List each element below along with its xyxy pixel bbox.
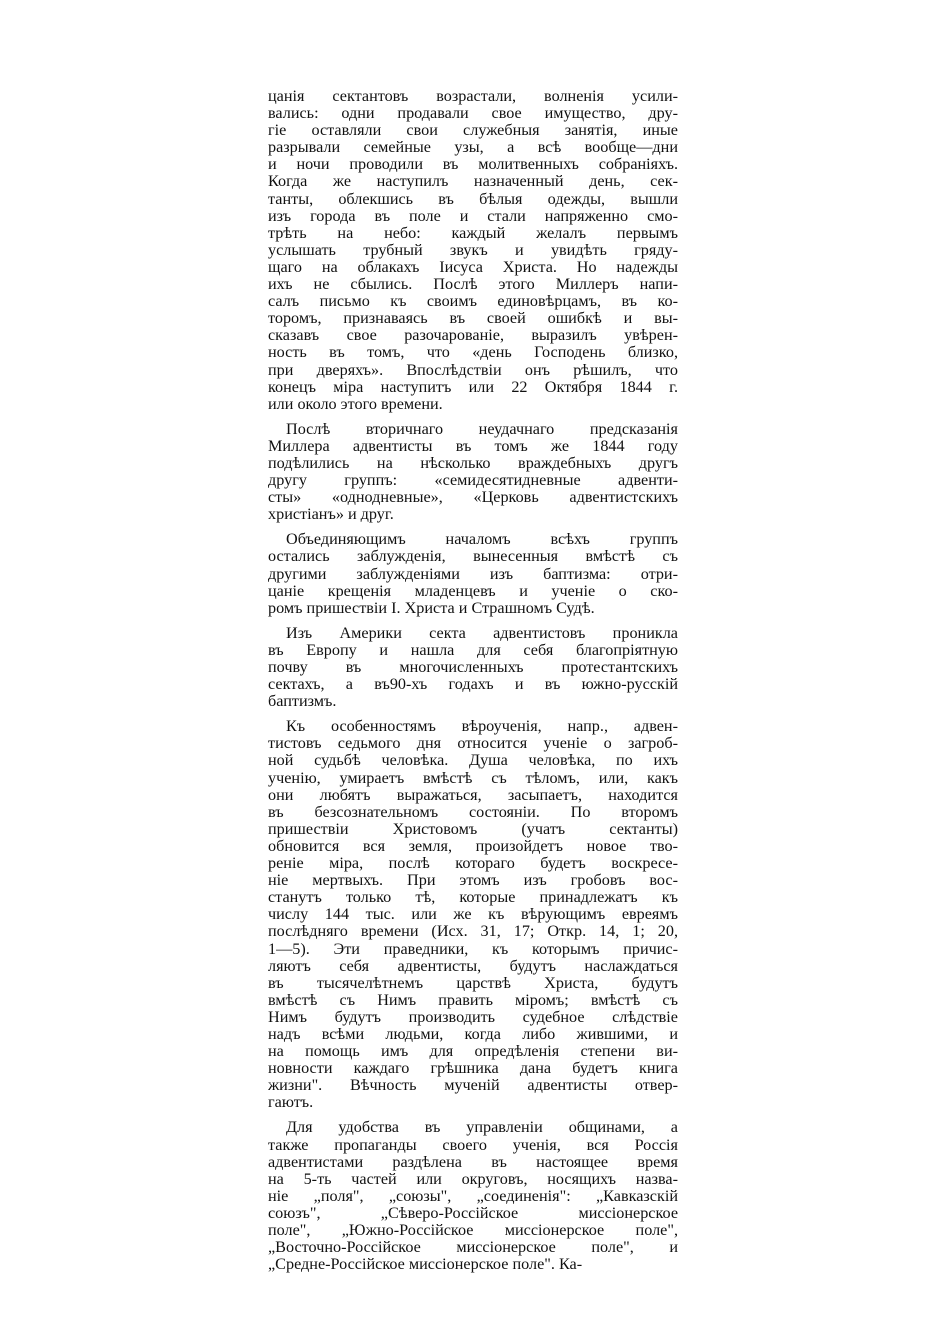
text-line: гіе оставляли свои служебныя занятія, иные (268, 122, 678, 140)
text-line: новности каждаго грѣшника дана будетъ книга (268, 1060, 678, 1078)
text-line: и ночи проводили въ молитвенныхъ собраніяхъ. (268, 156, 678, 174)
text-line: Миллера адвентисты въ томъ же 1844 году (268, 437, 678, 455)
text-line: ромъ пришествіи І. Христа и Страшномъ Судѣ. (268, 599, 595, 617)
text-line: Когда же наступилъ назначенный день, сек- (268, 173, 678, 191)
text-line: Къ особенностямъ вѣроученія, напр., адвен- (286, 718, 678, 736)
text-line: пришествіи Христовомъ (учатъ сектанты) (268, 820, 678, 838)
text-line: „Восточно-Россійское миссіонерское поле", и (268, 1239, 678, 1257)
text-line: Для удобства въ управленіи общинами, а (286, 1119, 678, 1137)
paragraph (268, 88, 678, 413)
text-line: вмѣстѣ съ Нимъ править міромъ; вмѣстѣ съ (268, 991, 678, 1009)
text-line: адвентистами раздѣлена въ настоящее время (268, 1153, 678, 1171)
text-line: реніе міра, послѣ котораго будетъ воскресе- (268, 855, 678, 873)
text-line: цаніе крещенія младенцевъ и ученіе о ско- (268, 582, 678, 600)
text-line: жизни". Вѣчность мученій адвентисты отвер- (268, 1077, 678, 1095)
text-line: на 5-ть частей или округовъ, носящихъ назва- (268, 1170, 678, 1188)
text-line: или около этого времени. (268, 395, 443, 413)
text-line: „Средне-Россійское миссіонерское поле". Ка- (268, 1256, 583, 1274)
text-line: ніе мертвыхъ. При этомъ изъ гробовъ вос- (268, 872, 678, 890)
text-line: другими заблужденіями изъ баптизма: отри- (268, 565, 678, 583)
text-line: сектахъ, а въ90-хъ годахъ и въ южно-русскій (268, 676, 678, 694)
text-line: тистовъ седьмого дня относится ученіе о загроб- (268, 735, 678, 753)
text-line: Объединяющимъ началомъ всѣхъ группъ (286, 531, 678, 549)
text-line: конецъ міра наступитъ или 22 Октября 1844 г. (268, 378, 678, 396)
text-column (268, 88, 678, 1281)
paragraph (268, 1119, 678, 1273)
text-line: въ безсознательномъ состояніи. По второмъ (268, 803, 678, 821)
text-line: Изъ Америки секта адвентистовъ проникла (286, 624, 678, 642)
text-line: вались: одни продавали свое имущество, дру- (268, 105, 678, 123)
text-line: числу 144 тыс. или же къ вѣрующимъ евреямъ (268, 906, 678, 924)
text-line: танты, облекшись въ бѣлыя одежды, вышли (268, 190, 678, 208)
text-line: трѣть на небо: каждый желалъ первымъ (268, 224, 678, 242)
text-line: сказавъ свое разочарованіе, выразилъ увѣрен- (268, 327, 678, 345)
text-line: торомъ, признаваясь въ своей ошибкѣ и вы- (268, 310, 678, 328)
text-line: изъ города въ поле и стали напряженно смо- (268, 207, 678, 225)
text-line: ной судьбѣ человѣка. Душа человѣка, по ихъ (268, 752, 678, 770)
paragraph (268, 718, 678, 1111)
text-line: ность въ томъ, что «день Господень близко, (268, 344, 678, 362)
text-line: при дверяхъ». Впослѣдствіи онъ рѣшилъ, что (268, 361, 678, 379)
text-line: станутъ только тѣ, которые принадлежатъ къ (268, 889, 678, 907)
text-line: разрывали семейные узы, а всѣ вообще—дни (268, 139, 678, 157)
text-line: почву въ многочисленныхъ протестантскихъ (268, 659, 678, 676)
text-line: надъ всѣми людьми, когда либо жившими, и (268, 1025, 678, 1043)
text-line: послѣдняго времени (Исх. 31, 17; Откр. 14, 1; 20, (268, 923, 678, 941)
text-line: другу группъ: «семидесятидневные адвенти- (268, 472, 678, 490)
text-line: обновится вся земля, произойдетъ новое тво- (268, 837, 678, 855)
text-line: союзъ", „Сѣверо-Россійское миссіонерское (268, 1204, 678, 1222)
text-line: салъ письмо къ своимъ единовѣрцамъ, въ ко- (268, 293, 678, 311)
paragraph (268, 421, 678, 524)
text-line: подѣлились на нѣсколько враждебныхъ другъ (268, 454, 678, 472)
text-line: сты» «однодневные», «Церковь адвентистскихъ (268, 489, 678, 507)
text-line: 1—5). Эти праведники, къ которымъ причис- (268, 940, 678, 958)
text-line: остались заблужденія, вынесенныя вмѣстѣ съ (268, 548, 678, 566)
paragraph (268, 531, 678, 616)
text-line: цанія сектантовъ возрастали, волненія усили- (268, 88, 678, 105)
text-line: ихъ не сбылись. Послѣ этого Миллеръ напи- (268, 276, 678, 294)
text-line: ляютъ себя адвентисты, будутъ наслаждаться (268, 957, 678, 975)
paragraph (268, 625, 678, 710)
text-line: въ Европу и нашла для себя благопріятную (268, 641, 678, 659)
text-line: баптизмъ. (268, 693, 337, 711)
text-line: Послѣ вторичнаго неудачнаго предсказанія (286, 420, 678, 438)
text-line: Нимъ будутъ производить судебное слѣдствіе (268, 1008, 678, 1026)
text-line: они любятъ выражаться, засыпаетъ, находится (268, 786, 678, 804)
text-line: услышать трубный звукъ и увидѣть гряду- (268, 241, 678, 259)
text-line: ніе „поля", „союзы", „соединенія": „Кавказскій (268, 1187, 678, 1205)
text-line: христіанъ» и друг. (268, 506, 394, 524)
text-line: на помощь имъ для опредѣленія степени ви- (268, 1043, 678, 1061)
text-line: въ тысячелѣтнемъ царствѣ Христа, будутъ (268, 974, 678, 992)
text-line: поле", „Южно-Россійское миссіонерское поле", (268, 1222, 678, 1239)
text-line: щаго на облакахъ Іисуса Христа. Но надежды (268, 258, 678, 276)
text-line: ученію, умираетъ вмѣстѣ съ тѣломъ, или, какъ (268, 769, 678, 787)
text-line: гаютъ. (268, 1094, 314, 1112)
text-line: также пропаганды своего ученія, вся Россія (268, 1136, 678, 1154)
